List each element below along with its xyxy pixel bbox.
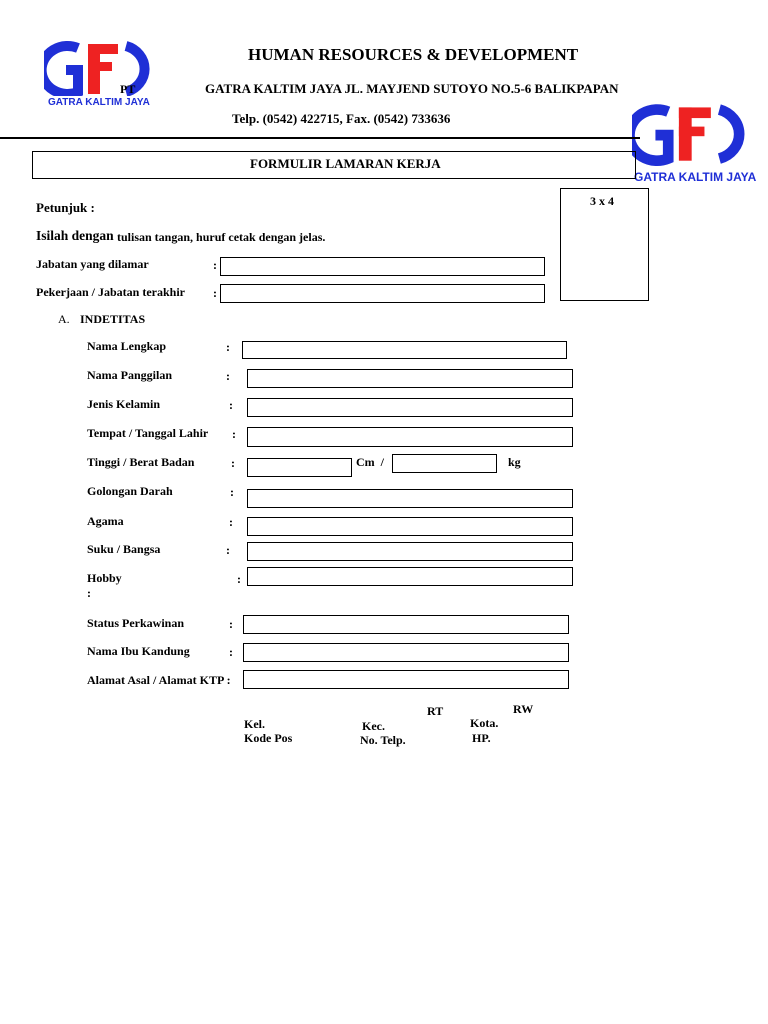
section-letter: A. (58, 312, 70, 326)
field-colon: : (232, 427, 236, 441)
weight-unit: kg (508, 455, 521, 469)
tempat-tanggal-lahir-input[interactable] (247, 427, 573, 447)
label-agama: Agama (87, 514, 124, 528)
logo-text: GATRA KALTIM JAYA (634, 170, 757, 184)
address-kec: Kec. (362, 719, 385, 733)
field-colon: : (230, 485, 234, 499)
address-kel: Kel. (244, 717, 265, 731)
address-hp: HP. (472, 731, 491, 745)
field-colon: : (229, 617, 233, 631)
nama-lengkap-input[interactable] (242, 341, 567, 359)
phone-fax: Telp. (0542) 422715, Fax. (0542) 733636 (232, 111, 451, 126)
photo-box-label: 3 x 4 (590, 194, 614, 208)
page-title: HUMAN RESOURCES & DEVELOPMENT (248, 45, 579, 64)
company-logo-large (632, 98, 768, 186)
label-nama-panggilan: Nama Panggilan (87, 368, 173, 382)
section-title: INDETITAS (80, 312, 146, 326)
field-label-pekerjaan: Pekerjaan / Jabatan terakhir (36, 285, 185, 299)
form-title: FORMULIR LAMARAN KERJA (250, 156, 441, 171)
label-tempat-tanggal-lahir: Tempat / Tanggal Lahir (87, 426, 209, 440)
label-tinggi-berat: Tinggi / Berat Badan (87, 455, 195, 469)
logo-text: GATRA KALTIM JAYA (48, 97, 150, 108)
label-hobby: Hobby (87, 571, 122, 585)
field-colon: : (226, 543, 230, 557)
alamat-input[interactable] (243, 670, 569, 689)
jabatan-input[interactable] (220, 257, 545, 276)
jenis-kelamin-input[interactable] (247, 398, 573, 417)
address-rw: RW (513, 702, 534, 716)
status-perkawinan-input[interactable] (243, 615, 569, 634)
pt-label: PT (120, 82, 136, 96)
instruction-lead: Isilah dengan (36, 228, 114, 243)
hobby-input[interactable] (247, 567, 573, 586)
label-nama-lengkap: Nama Lengkap (87, 339, 167, 353)
address-kode-pos: Kode Pos (244, 731, 293, 745)
field-label-jabatan: Jabatan yang dilamar (36, 257, 149, 271)
label-golongan-darah: Golongan Darah (87, 484, 173, 498)
label-status-perkawinan: Status Perkawinan (87, 616, 185, 630)
field-colon: : (226, 369, 230, 383)
field-colon: : (229, 398, 233, 412)
label-jenis-kelamin: Jenis Kelamin (87, 397, 161, 411)
label-nama-ibu-kandung: Nama Ibu Kandung (87, 644, 190, 658)
address-rt: RT (427, 704, 444, 718)
tinggi-input[interactable] (247, 458, 352, 477)
address-no-telp: No. Telp. (360, 733, 406, 747)
header-divider (0, 137, 640, 139)
field-colon: : (231, 456, 235, 470)
berat-input[interactable] (392, 454, 497, 473)
nama-panggilan-input[interactable] (247, 369, 573, 388)
gkj-logo-icon (44, 40, 166, 96)
field-colon: : (229, 515, 233, 529)
height-unit: Cm / (356, 455, 384, 469)
company-address: GATRA KALTIM JAYA JL. MAYJEND SUTOYO NO.5-6 BALIKPAPAN (205, 81, 619, 96)
instruction-label: Petunjuk : (36, 200, 95, 215)
suku-bangsa-input[interactable] (247, 542, 573, 561)
label-alamat: Alamat Asal / Alamat KTP : (87, 673, 231, 687)
field-colon-wrapped: : (87, 586, 91, 600)
field-colon: : (226, 340, 230, 354)
field-colon: : (237, 572, 241, 586)
field-colon: : (213, 286, 217, 300)
label-suku-bangsa: Suku / Bangsa (87, 542, 161, 556)
address-kota: Kota. (470, 716, 499, 730)
agama-input[interactable] (247, 517, 573, 536)
nama-ibu-kandung-input[interactable] (243, 643, 569, 662)
company-logo (44, 40, 166, 112)
field-colon: : (213, 258, 217, 272)
gkj-logo-icon (632, 98, 762, 168)
field-colon: : (229, 645, 233, 659)
pekerjaan-input[interactable] (220, 284, 545, 303)
instruction-text: tulisan tangan, huruf cetak dengan jelas. (117, 230, 326, 244)
golongan-darah-input[interactable] (247, 489, 573, 508)
